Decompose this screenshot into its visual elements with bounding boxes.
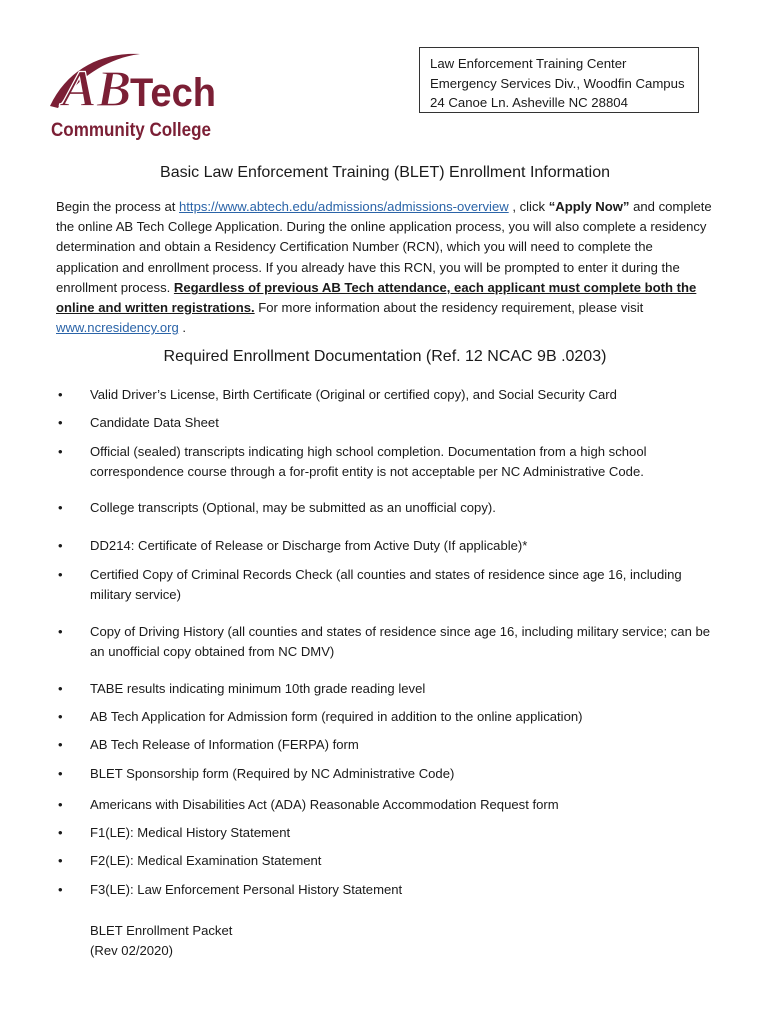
logo-letters: AB	[62, 61, 132, 118]
list-item: • BLET Sponsorship form (Required by NC Administrative Code)	[58, 764, 718, 784]
address-line-2: Emergency Services Div., Woodfin Campus	[430, 75, 685, 91]
apply-now-text: “Apply Now”	[548, 199, 630, 214]
footer	[90, 921, 232, 960]
list-item: • TABE results indicating minimum 10th grade reading level	[58, 679, 718, 699]
intro-text-5: .	[178, 320, 187, 336]
address-line-3: 24 Canoe Ln. Asheville NC 28804	[430, 95, 628, 110]
bullet-icon: •	[58, 500, 63, 515]
bullet-icon: •	[58, 825, 63, 840]
list-item: • Candidate Data Sheet	[58, 413, 718, 433]
list-item: • Valid Driver’s License, Birth Certificate (Original or certified copy), and Social Security Card	[58, 385, 718, 405]
footer-revision: (Rev 02/2020)	[90, 942, 173, 958]
list-item: • Official (sealed) transcripts indicating high school completion. Documentation from a high school correspondence course through a for-profit entity is not acceptable per NC Administrative Code.	[58, 444, 647, 479]
list-item: • Americans with Disabilities Act (ADA) Reasonable Accommodation Request form	[58, 795, 718, 815]
footer-packet-name: BLET Enrollment Packet	[90, 923, 233, 938]
list-item: • AB Tech Release of Information (FERPA) form	[58, 735, 718, 755]
list-item: • F2(LE): Medical Examination Statement	[58, 851, 718, 871]
bullet-icon: •	[58, 538, 63, 553]
bullet-icon: •	[58, 567, 63, 582]
address-line-1: Law Enforcement Training Center	[430, 56, 627, 71]
bullet-icon: •	[58, 681, 63, 696]
intro-paragraph	[56, 197, 716, 338]
address-box	[419, 47, 699, 113]
list-item: • Copy of Driving History (all counties and states of residence since age 16, including military service; can be an unofficial copy obtained from NC DMV)	[58, 624, 711, 659]
bullet-icon: •	[58, 797, 63, 812]
list-item: • F3(LE): Law Enforcement Personal History Statement	[58, 880, 718, 900]
bullet-icon: •	[58, 766, 63, 781]
bullet-icon: •	[58, 882, 63, 897]
ab-tech-logo	[48, 48, 223, 143]
intro-text-3: and complete the online AB Tech College Application. During the online application process, you will also complete a residency determination and obtain a Residency Certification Number (RCN), which you will need to complete the application and enrollment process. If you already have this RCN, you will be prompted to enter it during the enrollment process.	[56, 199, 712, 295]
list-item: • DD214: Certificate of Release or Discharge from Active Duty (If applicable)*	[58, 536, 718, 556]
bullet-icon: •	[58, 853, 63, 868]
logo-word: Tech	[130, 71, 216, 115]
logo-subtitle: Community College	[51, 120, 211, 141]
bullet-icon: •	[58, 444, 63, 459]
list-item: • AB Tech Application for Admission form (required in addition to the online application)	[58, 707, 718, 727]
intro-text-1: Begin the process at	[56, 199, 180, 214]
bullet-icon: •	[58, 709, 63, 724]
intro-text-4: For more information about the residency requirement, please visit	[254, 300, 644, 316]
ncresidency-link[interactable]: www.ncresidency.org	[56, 320, 179, 336]
bullet-icon: •	[58, 624, 63, 639]
page-title: Basic Law Enforcement Training (BLET) Enrollment Information	[160, 164, 610, 181]
bullet-icon: •	[58, 737, 63, 752]
admissions-link[interactable]: https://www.abtech.edu/admissions/admissions-overview	[179, 199, 509, 214]
list-item: • College transcripts (Optional, may be submitted as an unofficial copy).	[58, 498, 718, 518]
section-title: Required Enrollment Documentation (Ref. 12 NCAC 9B .0203)	[163, 348, 607, 365]
list-item: • Certified Copy of Criminal Records Check (all counties and states of residence since age 16, including military service)	[58, 567, 682, 602]
list-item: • F1(LE): Medical History Statement	[58, 823, 718, 843]
bullet-icon: •	[58, 415, 63, 430]
registration-notice: Regardless of previous AB Tech attendance, each applicant must complete both the online and written registrations.	[56, 279, 697, 316]
intro-text-2: , click	[508, 199, 549, 214]
bullet-icon: •	[58, 387, 63, 402]
